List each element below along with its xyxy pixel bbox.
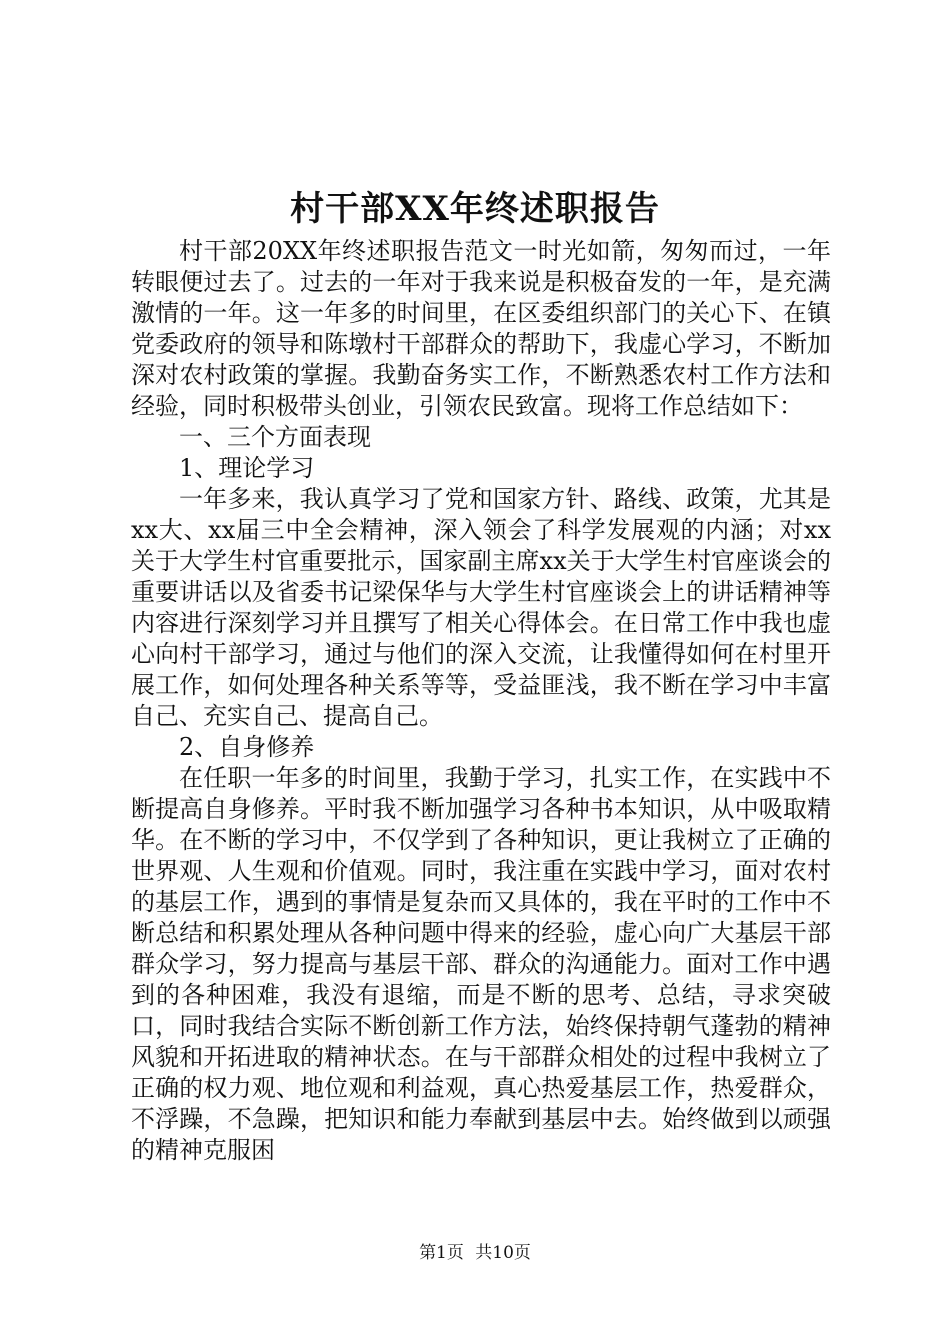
paragraph-theory: 一年多来，我认真学习了党和国家方针、路线、政策，尤其是xx大、xx届三中全会精神，深入领会了科学发展观的内涵；对xx关于大学生村官重要批示，国家副主席xx关于大学生村官座谈会的重要讲话以及省委书记梁保华与大学生村官座谈会上的讲话精神等内容进行深刻学习并且撰写了相关心得体会。在日常工作中我也虚心向村干部学习，通过与他们的深入交流，让我懂得如何在村里开展工作，如何处理各种关系等等，受益匪浅，我不断在学习中丰富自己、充实自己、提高自己。 [131, 485, 831, 730]
subsection-heading-theory: 1、理论学习 [179, 454, 315, 482]
paragraph-intro: 村干部20XX年终述职报告范文一时光如箭，匆匆而过，一年转眼便过去了。过去的一年对于我来说是积极奋发的一年，是充满激情的一年。这一年多的时间里，在区委组织部门的关心下、在镇党委政府的领导和陈墩村干部群众的帮助下，我虚心学习，不断加深对农村政策的掌握。我勤奋务实工作，不断熟悉农村工作方法和经验，同时积极带头创业，引领农民致富。现将工作总结如下： [131, 237, 831, 420]
page-number: 第1页 [419, 1243, 464, 1263]
document-body [131, 236, 831, 1166]
page-title: 村干部XX年终述职报告 [290, 189, 660, 229]
page-footer [0, 1242, 950, 1264]
subsection-heading-self: 2、自身修养 [179, 733, 315, 761]
section-heading: 一、三个方面表现 [179, 423, 371, 451]
page-total: 共10页 [475, 1243, 531, 1263]
paragraph-self: 在任职一年多的时间里，我勤于学习，扎实工作，在实践中不断提高自身修养。平时我不断加强学习各种书本知识，从中吸取精华。在不断的学习中，不仅学到了各种知识，更让我树立了正确的世界观、人生观和价值观。同时，我注重在实践中学习，面对农村的基层工作，遇到的事情是复杂而又具体的，我在平时的工作中不断总结和积累处理从各种问题中得来的经验，虚心向广大基层干部群众学习，努力提高与基层干部、群众的沟通能力。面对工作中遇到的各种困难，我没有退缩，而是不断的思考、总结，寻求突破口，同时我结合实际不断创新工作方法，始终保持朝气蓬勃的精神风貌和开拓进取的精神状态。在与干部群众相处的过程中我树立了正确的权力观、地位观和利益观，真心热爱基层工作，热爱群众，不浮躁，不急躁，把知识和能力奉献到基层中去。始终做到以顽强的精神克服困 [131, 764, 831, 1164]
